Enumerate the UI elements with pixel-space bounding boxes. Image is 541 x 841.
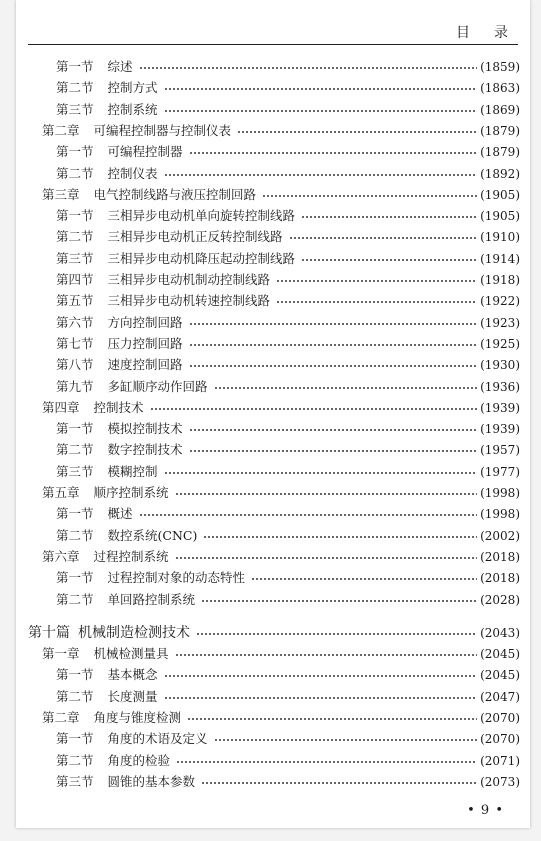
toc-entry-number: 第五节 (56, 293, 94, 309)
toc-entry-number: 第六节 (56, 314, 94, 330)
toc-entry-title: 三相异步电动机单向旋转控制线路 (107, 208, 296, 224)
toc-entry-page: (1939) (480, 422, 520, 437)
dot-leader (164, 110, 478, 112)
toc-entry-number: 第二章 (42, 122, 80, 138)
toc-entry-title: 综述 (107, 59, 133, 74)
toc-chapter-entry (42, 483, 520, 503)
dot-leader (189, 429, 478, 431)
toc-entry-page: (1859) (480, 60, 520, 74)
toc-entry-title: 三相异步电动机转速控制线路 (107, 293, 271, 309)
toc-entry-number: 第一节 (56, 506, 94, 522)
toc-entry-title: 控制仪表 (107, 165, 158, 181)
dot-leader (164, 675, 478, 677)
toc-entry-title: 方向控制回路 (107, 314, 183, 330)
toc-entry-page: (1905) (480, 209, 520, 224)
toc-entry-number: 第一节 (56, 59, 94, 74)
toc-entry-page: (2073) (480, 774, 520, 789)
toc-entry-page: (1869) (480, 102, 520, 117)
toc-entry-title: 机械制造检测技术 (78, 624, 190, 641)
toc-section-entry (56, 164, 520, 184)
dot-leader (201, 782, 477, 784)
toc-entry-page: (1957) (480, 443, 520, 458)
dot-leader (175, 557, 478, 559)
toc-entry-title: 可编程控制器与控制仪表 (93, 122, 232, 138)
toc-entry-title: 模糊控制 (107, 463, 158, 479)
toc-entry-number: 第十篇 (28, 624, 70, 641)
toc-entry-number: 第一节 (56, 421, 94, 437)
dot-leader (164, 472, 478, 474)
toc-entry-page: (1939) (480, 400, 520, 415)
toc-entry-title: 三相异步电动机降压起动控制线路 (107, 250, 296, 266)
toc-section-entry (56, 504, 520, 524)
toc-entry-title: 三相异步电动机制动控制线路 (107, 272, 271, 287)
toc-section-entry (56, 334, 520, 354)
dot-leader (189, 152, 478, 154)
dot-leader (150, 408, 478, 410)
toc-section-entry (56, 687, 520, 707)
toc-entry-page: (1892) (480, 166, 520, 181)
toc-entry-number: 第一节 (56, 144, 94, 160)
toc-entry-number: 第二节 (56, 752, 94, 768)
toc-section-entry (56, 462, 520, 482)
toc-entry-number: 第二节 (56, 165, 94, 181)
toc-entry-title: 过程控制对象的动态特性 (107, 570, 246, 586)
toc-entry-page: (2028) (480, 592, 520, 607)
dot-leader (214, 387, 478, 389)
toc-entry-number: 第三章 (42, 186, 80, 202)
toc-entry-number: 第四章 (42, 399, 80, 415)
dot-leader (289, 237, 478, 239)
page-number: • 9 • (467, 803, 504, 818)
toc-entry-page: (1925) (480, 336, 520, 351)
toc-entry-title: 角度与锥度检测 (93, 710, 182, 725)
toc-section-entry (56, 665, 520, 685)
toc-entry-number: 第四节 (56, 272, 94, 287)
toc-section-entry (56, 590, 520, 610)
toc-entry-number: 第二节 (56, 80, 94, 96)
toc-entry-number: 第二节 (56, 591, 94, 607)
toc-entry-title: 机械检测量具 (93, 646, 169, 662)
toc-section-entry (56, 249, 520, 269)
toc-entry-title: 基本概念 (107, 667, 158, 683)
toc-section-entry (56, 270, 520, 290)
dot-leader (189, 323, 478, 325)
toc-entry-number: 第一节 (56, 667, 94, 683)
toc-entry-page: (1863) (480, 81, 520, 96)
toc-entry-number: 第一节 (56, 731, 94, 747)
toc-section-entry (56, 355, 520, 375)
dot-leader (189, 344, 478, 346)
toc-entry-page: (1879) (480, 145, 520, 160)
toc-part-entry (28, 623, 520, 643)
toc-entry-number: 第一节 (56, 570, 94, 586)
toc-section-entry (56, 206, 520, 226)
toc-entry-number: 第二节 (56, 527, 94, 543)
toc-entry-title: 控制技术 (93, 399, 144, 415)
toc-entry-page: (1936) (480, 379, 520, 394)
toc-entry-page: (2002) (480, 528, 520, 543)
toc-section-entry (56, 78, 520, 98)
dot-leader (301, 259, 477, 261)
toc-entry-page: (2045) (480, 668, 520, 683)
toc-section-entry (56, 751, 520, 771)
dot-leader (176, 761, 477, 763)
dot-leader (175, 654, 478, 656)
toc-section-entry (56, 729, 520, 749)
toc-chapter-entry (42, 121, 520, 141)
toc-entry-title: 过程控制系统 (93, 548, 169, 564)
toc-entry-page: (1998) (480, 507, 520, 522)
toc-section-entry (56, 100, 520, 120)
toc-entry-number: 第三节 (56, 463, 94, 479)
toc-entry-page: (2047) (480, 689, 520, 704)
toc-section-entry (56, 568, 520, 588)
toc-chapter-entry (42, 547, 520, 567)
toc-entry-page: (2018) (480, 549, 520, 564)
dot-leader (301, 216, 477, 218)
toc-entry-title: 速度控制回路 (107, 357, 183, 373)
toc-section-entry (56, 772, 520, 792)
toc-entry-title: 长度测量 (107, 688, 158, 704)
toc-entry-page: (1923) (480, 315, 520, 330)
toc-entry-page: (1922) (480, 294, 520, 309)
toc-entry-number: 第六章 (42, 548, 80, 564)
toc-section-entry (56, 440, 520, 460)
dot-leader (164, 174, 478, 176)
toc-entry-page: (1905) (480, 187, 520, 202)
toc-entry-number: 第三节 (56, 250, 94, 266)
toc-entry-title: 多缸顺序动作回路 (107, 378, 208, 394)
toc-entry-page: (1879) (480, 123, 520, 138)
toc-section-entry (56, 142, 520, 162)
dot-leader (175, 493, 478, 495)
toc-entry-title: 角度的术语及定义 (107, 731, 208, 747)
toc-entry-page: (1998) (480, 486, 520, 500)
toc-entry-number: 第二节 (56, 229, 94, 245)
toc-section-entry (56, 57, 520, 77)
header-rule (28, 44, 518, 45)
toc-entry-number: 第五章 (42, 485, 80, 500)
dot-leader (187, 718, 477, 720)
toc-entry-title: 圆锥的基本参数 (107, 773, 196, 789)
dot-leader (203, 536, 477, 538)
toc-entry-number: 第二章 (42, 710, 80, 725)
toc-chapter-entry (42, 185, 520, 205)
toc-entry-title: 数控系统(CNC) (107, 527, 198, 543)
toc-section-entry (56, 419, 520, 439)
toc-entry-title: 单回路控制系统 (107, 591, 196, 607)
toc-entry-title: 控制方式 (107, 80, 158, 96)
dot-leader (251, 578, 477, 580)
toc-entry-page: (2043) (480, 625, 520, 640)
dot-leader (139, 67, 478, 69)
toc-entry-title: 控制系统 (107, 101, 158, 117)
toc-entry-number: 第二节 (56, 442, 94, 458)
dot-leader (189, 365, 478, 367)
toc-section-entry (56, 526, 520, 546)
toc-section-entry (56, 227, 520, 247)
toc-entry-page: (2071) (480, 753, 520, 768)
dot-leader (201, 600, 477, 602)
toc-entry-title: 压力控制回路 (107, 335, 183, 351)
dot-leader (214, 739, 478, 741)
toc-entry-page: (1910) (480, 230, 520, 245)
dot-leader (276, 301, 477, 303)
document-page (16, 0, 530, 828)
toc-entry-page: (2045) (480, 647, 520, 662)
toc-chapter-entry (42, 398, 520, 418)
toc-entry-title: 三相异步电动机正反转控制线路 (107, 229, 283, 245)
toc-entry-title: 数字控制技术 (107, 442, 183, 458)
dot-leader (164, 88, 478, 90)
dot-leader (262, 195, 477, 197)
toc-entry-number: 第九节 (56, 378, 94, 394)
toc-entry-number: 第一节 (56, 208, 94, 224)
toc-entry-title: 可编程控制器 (107, 144, 183, 160)
dot-leader (189, 450, 478, 452)
toc-entry-number: 第二节 (56, 688, 94, 704)
toc-entry-title: 模拟控制技术 (107, 421, 183, 437)
dot-leader (276, 280, 477, 282)
toc-entry-page: (1918) (480, 273, 520, 287)
dot-leader (139, 514, 478, 516)
toc-entry-title: 角度的检验 (107, 752, 171, 768)
toc-entry-page: (1977) (480, 464, 520, 479)
toc-entry-title: 概述 (107, 506, 133, 522)
toc-entry-number: 第三节 (56, 773, 94, 789)
toc-chapter-entry (42, 644, 520, 664)
toc-entry-title: 顺序控制系统 (93, 485, 169, 500)
toc-section-entry (56, 291, 520, 311)
toc-entry-page: (1914) (480, 251, 520, 266)
toc-entry-number: 第三节 (56, 101, 94, 117)
dot-leader (196, 633, 477, 635)
dot-leader (237, 131, 477, 133)
toc-section-entry (56, 313, 520, 333)
toc-chapter-entry (42, 708, 520, 728)
toc-entry-title: 电气控制线路与液压控制回路 (93, 186, 257, 202)
dot-leader (164, 697, 478, 699)
toc-entry-number: 第一章 (42, 646, 80, 662)
toc-entry-number: 第八节 (56, 357, 94, 373)
page-header-title: 目录 (456, 25, 532, 41)
toc-entry-page: (2070) (480, 732, 520, 747)
toc-entry-number: 第七节 (56, 335, 94, 351)
toc-entry-page: (2018) (480, 571, 520, 586)
toc-entry-page: (2070) (480, 711, 520, 725)
toc-entry-page: (1930) (480, 358, 520, 373)
toc-section-entry (56, 377, 520, 397)
